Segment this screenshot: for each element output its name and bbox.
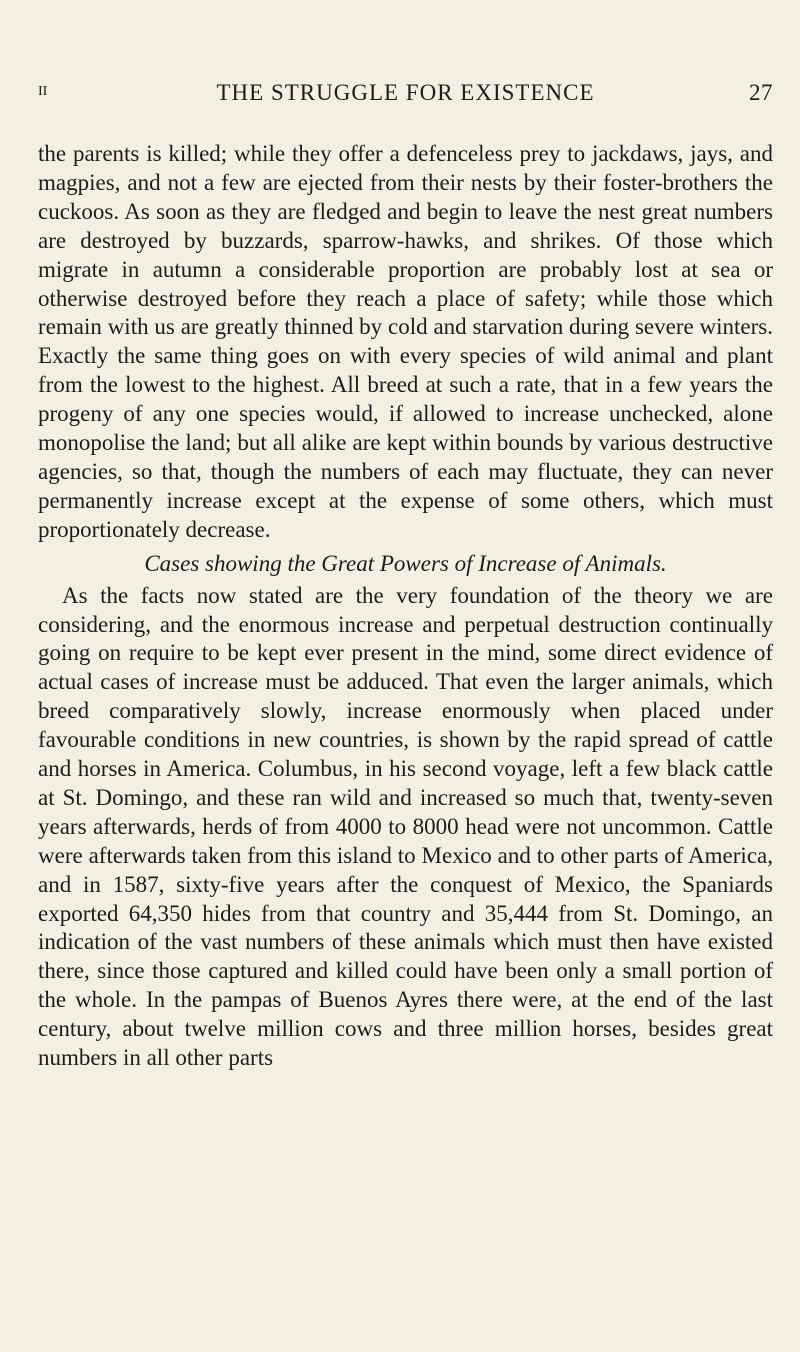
- section-heading: Cases showing the Great Powers of Increase of Animals.: [144, 550, 667, 576]
- running-head: [38, 80, 773, 110]
- paragraph-1: the parents is killed; while they offer a defenceless prey to jackdaws, jays, and magpies, and not a few are ejected from their nests by their foster-brothers the cuckoos. As soon as they are fledged and begin to leave the nest great numbers are destroyed by buzzards, sparrow-hawks, and shrikes. Of those which migrate in autumn a considerable proportion are probably lost at sea or otherwise destroyed before they reach a place of safety; while those which remain with us are greatly thinned by cold and starvation during severe winters. Exactly the same thing goes on with every species of wild animal and plant from the lowest to the highest. All breed at such a rate, that in a few years the progeny of any one species would, if allowed to increase unchecked, alone monopolise the land; but all alike are kept within bounds by various destructive agencies, so that, though the numbers of each may fluctuate, they can never permanently increase except at the expense of some others, which must proportionately decrease.: [38, 141, 773, 542]
- running-title: THE STRUGGLE FOR EXISTENCE: [216, 80, 595, 105]
- body-text: [38, 140, 773, 1073]
- paragraph-2: As the facts now stated are the very foundation of the theory we are considering, and the enormous increase and perpetual destruction continually going on require to be kept ever present in the mind, some direct evidence of actual cases of increase must be adduced. That even the larger animals, which breed comparatively slowly, increase enormously when placed under favourable conditions in new countries, is shown by the rapid spread of cattle and horses in America. Columbus, in his second voyage, left a few black cattle at St. Domingo, and these ran wild and increased so much that, twenty-seven years afterwards, herds of from 4000 to 8000 head were not uncommon. Cattle were afterwards taken from this island to Mexico and to other parts of America, and in 1587, sixty-five years after the conquest of Mexico, the Spaniards exported 64,350 hides from that country and 35,444 from St. Domingo, an indication of the vast numbers of these animals which must then have existed there, since those captured and killed could have been only a small portion of the whole. In the pampas of Buenos Ayres there were, at the end of the last century, about twelve million cows and three million horses, besides great numbers in all other parts: [38, 582, 773, 1071]
- chapter-numeral: II: [38, 84, 48, 99]
- book-page: [38, 0, 773, 1352]
- page-number: 27: [749, 80, 773, 105]
